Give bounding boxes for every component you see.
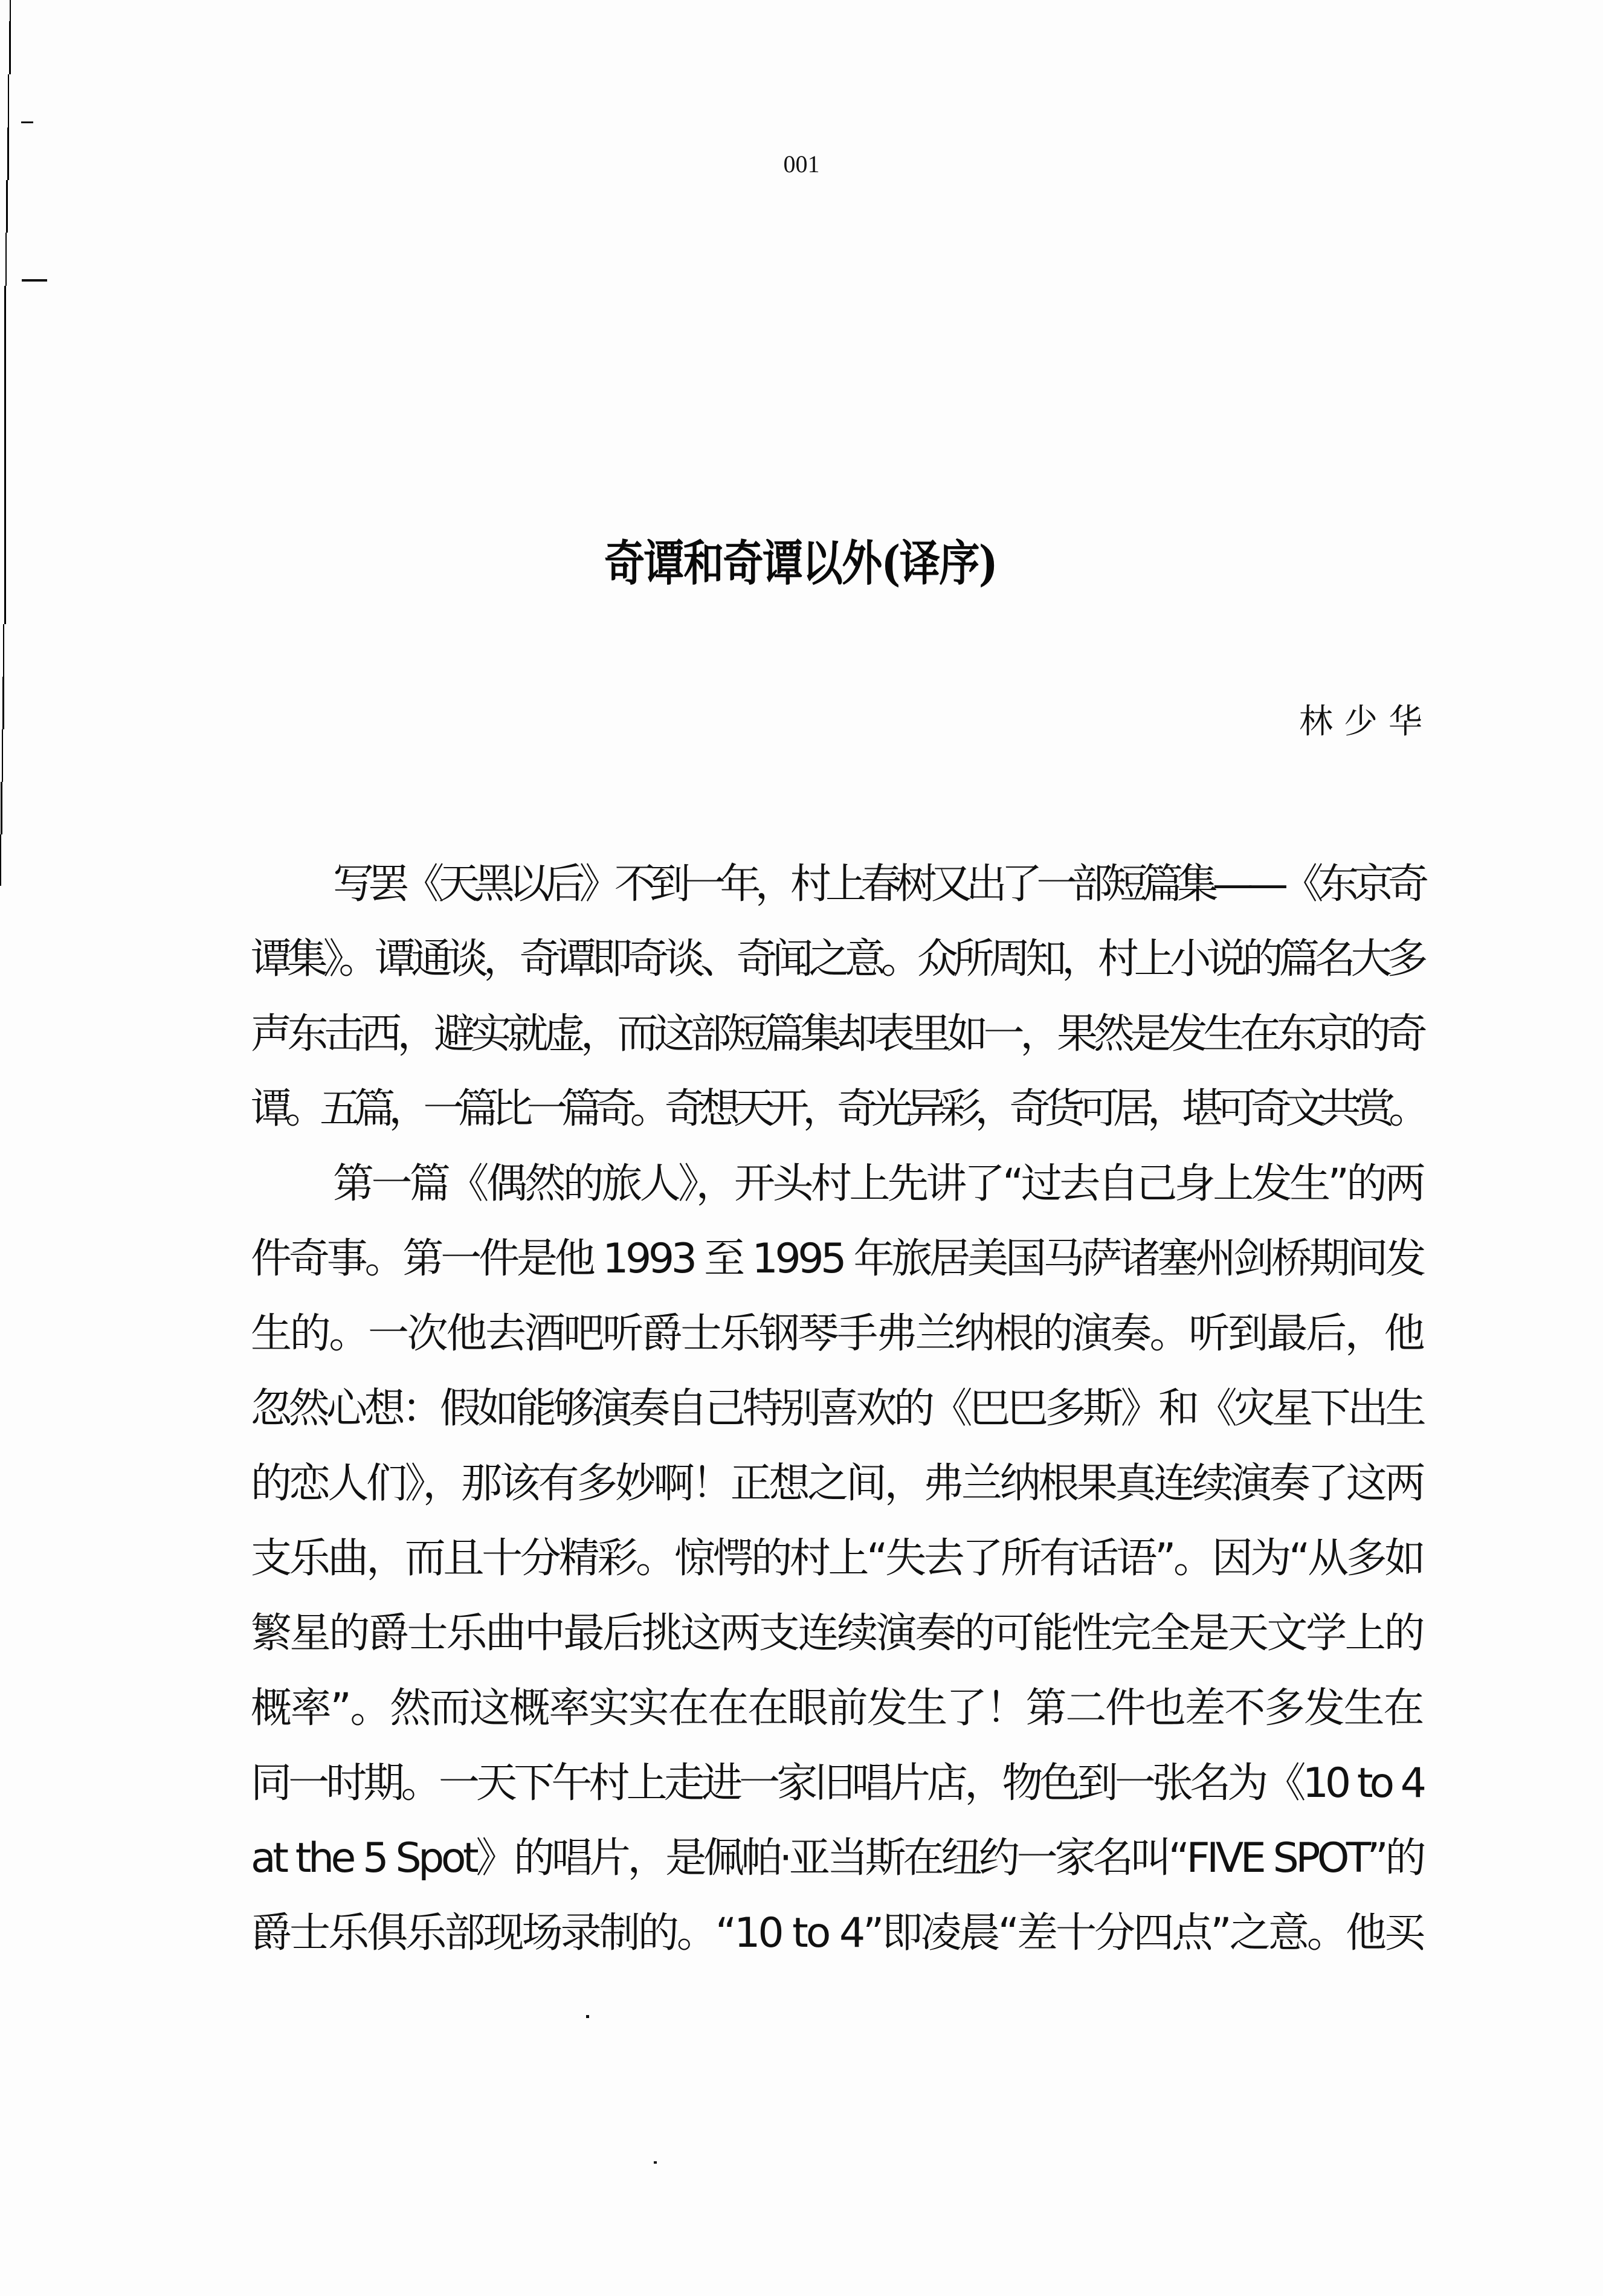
scan-edge-line [6, 180, 8, 233]
scan-edge-line [10, 0, 11, 21]
text-line: 生的。一次他去酒吧听爵士乐钢琴手弗兰纳根的演奏。听到最后，他 [251, 1310, 1423, 1358]
text-line: 的恋人们》，那该有多妙啊！正想之间，弗兰纳根果真连续演奏了这两 [251, 1460, 1423, 1508]
text-line: 同一时期。一天下午村上走进一家旧唱片店，物色到一张名为《10 to 4 [251, 1759, 1423, 1807]
scan-edge-line [1, 782, 2, 834]
scan-edge-line [5, 233, 7, 286]
scan-edge-line [8, 74, 9, 127]
scan-speck [21, 121, 33, 123]
text-line: 繁星的爵士乐曲中最后挑这两支连续演奏的可能性完全是天文学上的 [251, 1610, 1423, 1657]
scan-speck [22, 279, 47, 282]
scan-edge-line [2, 677, 4, 729]
text-line: 谭集》。谭通谈，奇谭即奇谈、奇闻之意。众所周知，村上小说的篇名大多 [251, 935, 1423, 983]
chapter-title: 奇谭和奇谭以外(译序) [604, 535, 997, 592]
text-line: 忽然心想：假如能够演奏自己特别喜欢的《巴巴多斯》和《灾星下出生 [251, 1385, 1423, 1433]
paragraph [251, 847, 1423, 1147]
author-name: 林少华 [1299, 702, 1433, 741]
text-line: 声东击西，避实就虚，而这部短篇集却表里如一，果然是发生在东京的奇 [251, 1010, 1423, 1058]
text-line: 爵士乐俱乐部现场录制的。“10 to 4”即凌晨“差十分四点”之意。他买 [251, 1909, 1423, 1957]
text-line: 件奇事。第一件是他 1993 至 1995 年旅居美国马萨诸塞州剑桥期间发 [251, 1235, 1423, 1283]
scan-edge-line [4, 286, 6, 624]
text-line: 概率”。然而这概率实实在在在眼前发生了！第二件也差不多发生在 [251, 1685, 1423, 1732]
scan-edge-line [9, 21, 11, 74]
text-line: 支乐曲，而且十分精彩。惊愕的村上“失去了所有话语”。因为“从多如 [251, 1535, 1423, 1582]
scan-speck [586, 2015, 589, 2018]
text-line: 谭。五篇，一篇比一篇奇。奇想天开，奇光异彩，奇货可居，堪可奇文共赏。 [251, 1085, 1423, 1133]
paragraph [251, 1147, 1423, 1971]
text-line: at the 5 Spot》的唱片，是佩帕·亚当斯在纽约一家名叫“FIVE SPOT”的 [251, 1834, 1423, 1882]
body-text [251, 847, 1423, 1971]
scan-edge-line [0, 834, 1, 886]
text-line: 第一篇《偶然的旅人》，开头村上先讲了“过去自己身上发生”的两 [333, 1160, 1423, 1208]
scan-speck [654, 2161, 657, 2164]
text-line: 写罢《天黑以后》不到一年，村上春树又出了一部短篇集——《东京奇 [333, 860, 1423, 908]
page-number: 001 [783, 150, 820, 178]
scan-edge-line [2, 729, 3, 782]
scan-edge-line [3, 624, 4, 677]
